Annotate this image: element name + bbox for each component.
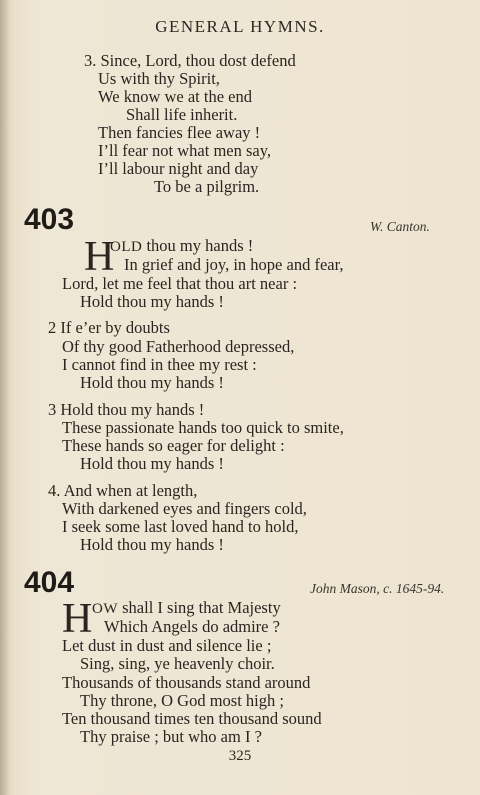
hymn-number: 403 bbox=[24, 203, 75, 236]
hymn-line: Lord, let me feel that thou art near : bbox=[62, 274, 298, 293]
hymn-line: Let dust in dust and silence lie ; bbox=[62, 636, 272, 655]
hymn-line: Hold thou my hands ! bbox=[80, 373, 224, 392]
first-line-rest: thou my hands ! bbox=[142, 236, 254, 255]
hymn-line: 4. And when at length, bbox=[48, 481, 198, 500]
hymn-line: In grief and joy, in hope and fear, bbox=[124, 255, 344, 274]
hymn-line: Thousands of thousands stand around bbox=[62, 673, 311, 692]
hymn-line: I seek some last loved hand to hold, bbox=[62, 517, 299, 536]
stanza-line: Us with thy Spirit, bbox=[98, 69, 220, 88]
hymn-line: Which Angels do admire ? bbox=[104, 617, 280, 636]
hymn-line: With darkened eyes and fingers cold, bbox=[62, 499, 307, 518]
hymn-line: 3 Hold thou my hands ! bbox=[48, 400, 205, 419]
drop-cap: H bbox=[84, 234, 115, 280]
hymn-line: 2 If e’er by doubts bbox=[48, 318, 170, 337]
hymn-line: Of thy good Fatherhood depressed, bbox=[62, 337, 295, 356]
hymn-first-line bbox=[92, 600, 281, 617]
hymn-line: I cannot find in thee my rest : bbox=[62, 355, 257, 374]
hymn-line: Ten thousand times ten thousand sound bbox=[62, 709, 322, 728]
stanza-line: 3. Since, Lord, thou dost defend bbox=[84, 51, 296, 70]
stanza-line: I’ll labour night and day bbox=[98, 159, 259, 178]
hymn-line: Hold thou my hands ! bbox=[80, 535, 224, 554]
stanza-line: To be a pilgrim. bbox=[154, 177, 260, 196]
page-number: 325 bbox=[228, 748, 252, 764]
hymn-line: Hold thou my hands ! bbox=[80, 454, 224, 473]
stanza-line: Then fancies flee away ! bbox=[98, 123, 261, 142]
hymn-author: John Mason, c. 1645-94. bbox=[310, 581, 445, 596]
hymn-line: These passionate hands too quick to smite, bbox=[62, 418, 344, 437]
hymn-line: Sing, sing, ye heavenly choir. bbox=[80, 654, 275, 673]
first-line-rest: shall I sing that Majesty bbox=[118, 598, 281, 617]
running-head: GENERAL HYMNS. bbox=[155, 17, 325, 36]
first-word-caps: OLD bbox=[110, 239, 143, 255]
hymn-author: W. Canton. bbox=[370, 219, 430, 234]
hymn-line: Thy throne, O God most high ; bbox=[80, 691, 284, 710]
hymn-line: Thy praise ; but who am I ? bbox=[80, 727, 262, 746]
first-word-caps: OW bbox=[92, 601, 118, 617]
stanza-line: We know we at the end bbox=[98, 87, 252, 106]
hymn-first-line bbox=[110, 238, 253, 255]
hymn-line: These hands so eager for delight : bbox=[62, 436, 285, 455]
gutter-shadow bbox=[0, 0, 10, 795]
stanza-line: I’ll fear not what men say, bbox=[98, 141, 272, 160]
hymn-line: Hold thou my hands ! bbox=[80, 292, 224, 311]
hymn-number: 404 bbox=[24, 566, 75, 599]
stanza-line: Shall life inherit. bbox=[126, 105, 238, 124]
drop-cap: H bbox=[62, 596, 93, 642]
